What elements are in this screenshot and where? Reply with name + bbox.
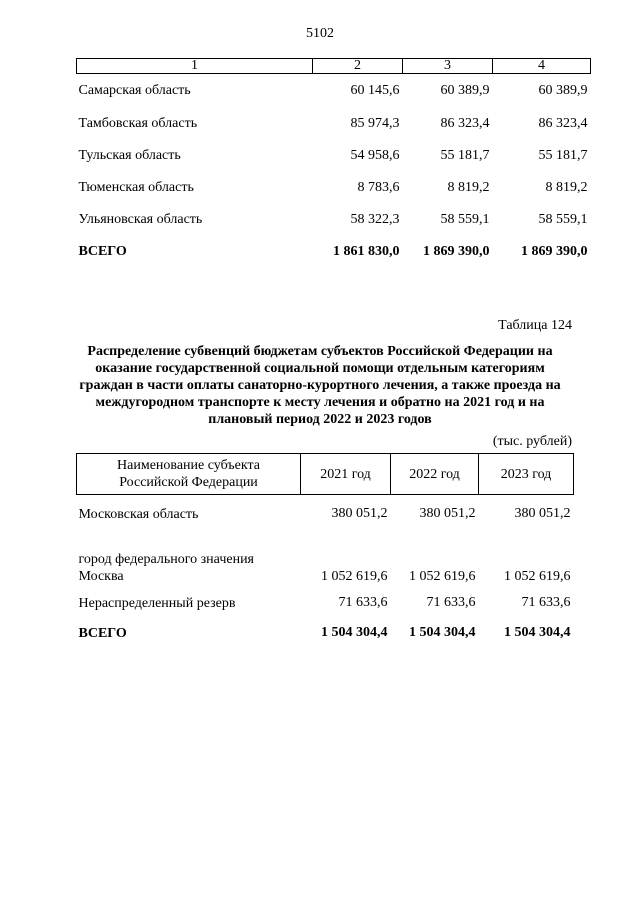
region-name: Ульяновская область <box>78 212 203 227</box>
total-row <box>77 236 591 268</box>
column-header: 4 <box>493 59 591 74</box>
region-name: Тамбовская область <box>78 116 198 131</box>
value-cell: 8 819,2 <box>545 180 588 195</box>
total-value: 1 861 830,0 <box>333 244 400 259</box>
column-header-region <box>77 454 301 495</box>
region-name-line: Москва <box>78 569 124 584</box>
table-header-row <box>77 454 574 495</box>
header-line: Наименование субъекта <box>117 458 260 473</box>
region-name: Самарская область <box>78 83 191 98</box>
column-header-2021: 2021 год <box>301 454 391 495</box>
value-cell: 71 633,6 <box>426 595 476 610</box>
value-cell: 55 181,7 <box>440 148 490 163</box>
total-value: 1 504 304,4 <box>409 625 476 640</box>
value-cell: 60 389,9 <box>538 83 588 98</box>
region-name: Нераспределенный резерв <box>78 595 236 611</box>
subventions-table-continuation <box>76 58 591 268</box>
column-header-2023: 2023 год <box>479 454 574 495</box>
value-cell: 1 052 619,6 <box>504 569 571 584</box>
value-cell: 71 633,6 <box>521 595 571 610</box>
value-cell: 380 051,2 <box>419 506 476 521</box>
region-name-line: город федерального значения <box>78 552 254 567</box>
page-number: 5102 <box>306 26 334 41</box>
total-value: 1 504 304,4 <box>321 625 388 640</box>
value-cell: 380 051,2 <box>514 506 571 521</box>
total-value: 1 504 304,4 <box>504 625 571 640</box>
value-cell: 60 389,9 <box>440 83 490 98</box>
value-cell: 86 323,4 <box>538 116 588 131</box>
table-row <box>77 533 574 585</box>
units-label: (тыс. рублей) <box>492 434 572 449</box>
value-cell: 86 323,4 <box>440 116 490 131</box>
table-row <box>77 140 591 172</box>
value-cell: 1 052 619,6 <box>409 569 476 584</box>
region-name <box>77 533 301 585</box>
header-line: Российской Федерации <box>119 475 258 490</box>
table-number-label: Таблица 124 <box>498 318 572 333</box>
value-cell: 8 819,2 <box>447 180 490 195</box>
value-cell: 1 052 619,6 <box>321 569 388 584</box>
total-label: ВСЕГО <box>78 625 127 641</box>
total-value: 1 869 390,0 <box>521 244 588 259</box>
value-cell: 54 958,6 <box>350 148 400 163</box>
table-row <box>77 108 591 140</box>
table-row <box>77 585 574 621</box>
value-cell: 8 783,6 <box>357 180 400 195</box>
column-header: 2 <box>313 59 403 74</box>
table-header-row <box>77 59 591 74</box>
value-cell: 60 145,6 <box>350 83 400 98</box>
value-cell: 58 559,1 <box>440 212 490 227</box>
subventions-table-124 <box>76 453 574 645</box>
value-cell: 58 322,3 <box>350 212 400 227</box>
region-name: Тульская область <box>78 148 181 163</box>
table-row <box>77 172 591 204</box>
table-row <box>77 204 591 236</box>
table-row <box>77 74 591 109</box>
total-value: 1 869 390,0 <box>423 244 490 259</box>
value-cell: 55 181,7 <box>538 148 588 163</box>
total-label: ВСЕГО <box>78 244 127 259</box>
value-cell: 85 974,3 <box>350 116 400 131</box>
total-row <box>77 621 574 645</box>
region-name: Тюменская область <box>78 180 194 195</box>
column-header-2022: 2022 год <box>391 454 479 495</box>
value-cell: 58 559,1 <box>538 212 588 227</box>
table-title: Распределение субвенций бюджетам субъектов Российской Федерации на оказание государственной социальной помощи отдельным категориям граждан в части оплаты санаторно-курортного лечения, а также проезда на междугородном транспорте к месту лечения и обратно на 2021 год и на плановый период 2022 и 2023 годов <box>79 344 561 427</box>
value-cell: 380 051,2 <box>331 506 388 521</box>
region-name: Московская область <box>78 506 199 522</box>
column-header: 3 <box>403 59 493 74</box>
column-header: 1 <box>77 59 313 74</box>
value-cell: 71 633,6 <box>338 595 388 610</box>
table-row <box>77 495 574 534</box>
